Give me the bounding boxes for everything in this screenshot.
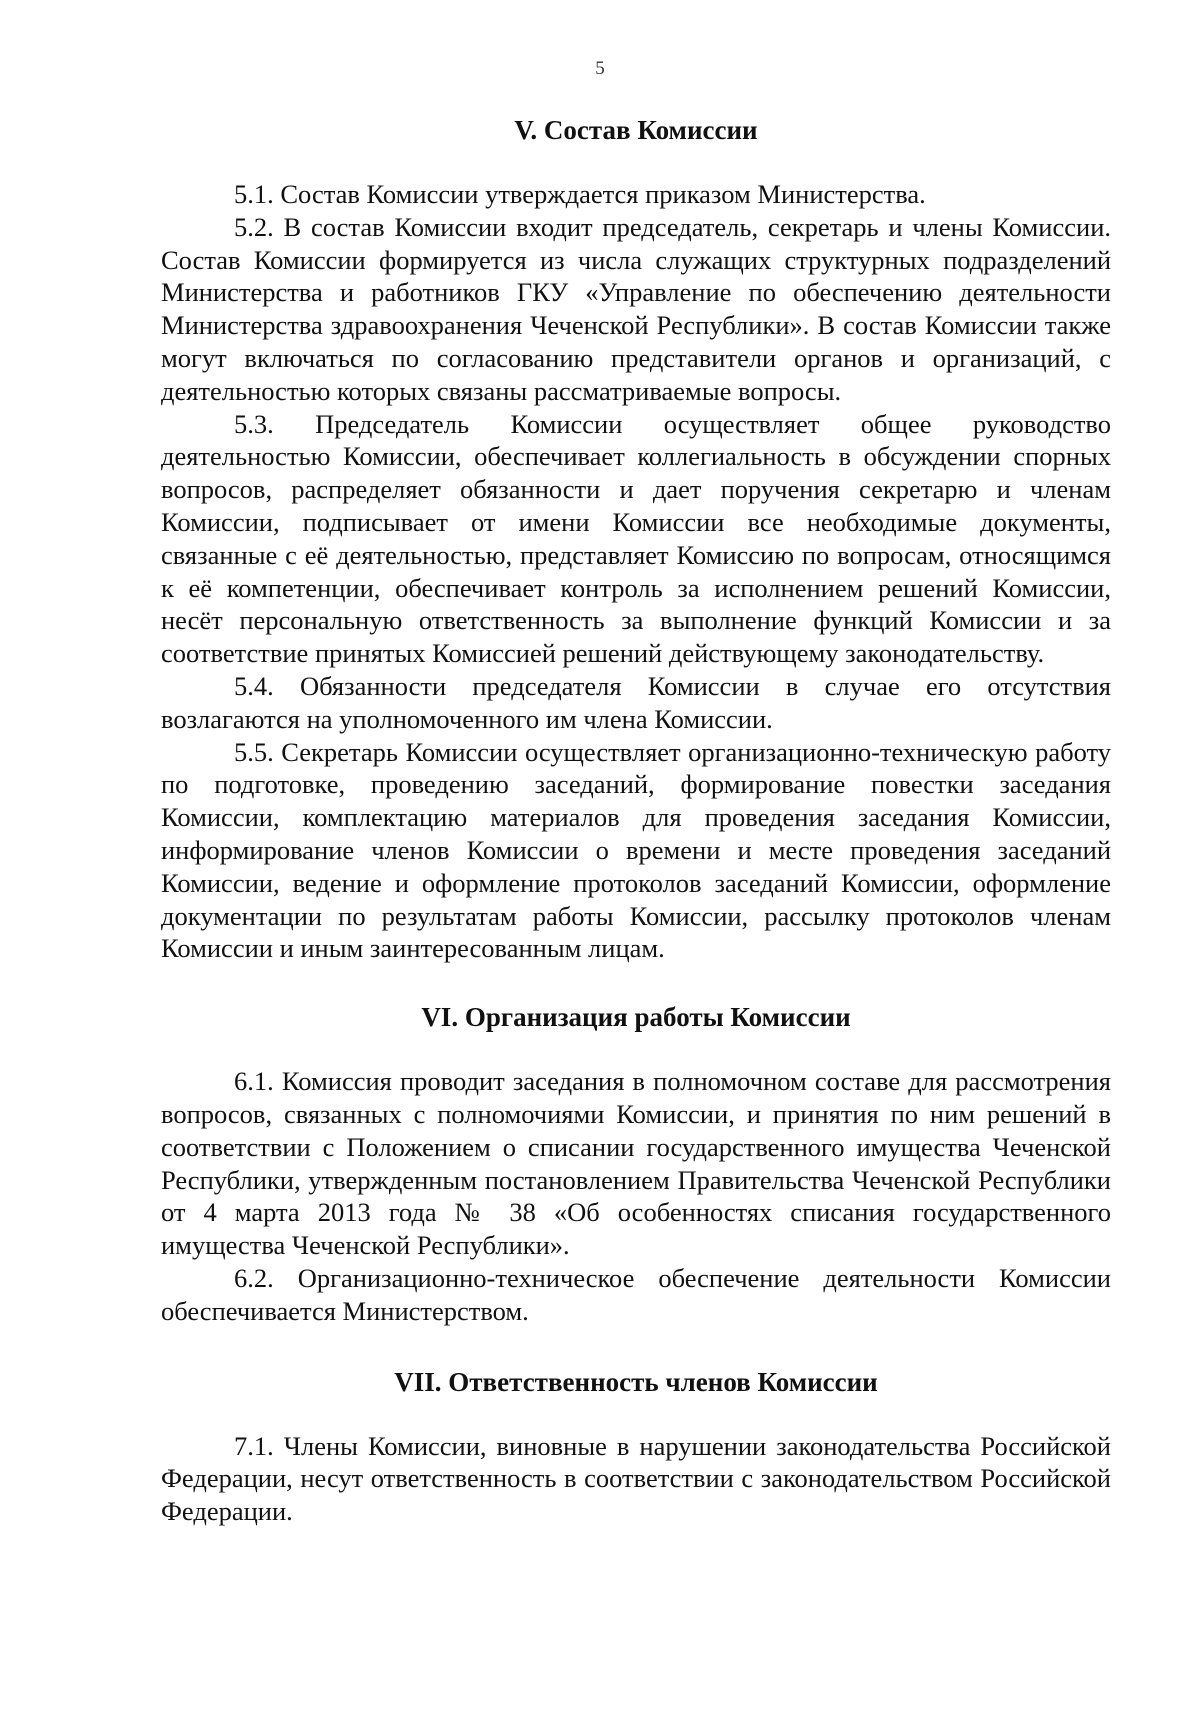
section-heading: VII. Ответственность членов Комиссии	[394, 1366, 878, 1397]
section-5	[161, 114, 1111, 965]
paragraph-5-2: 5.2. В состав Комиссии входит председатель, секретарь и члены Комиссии. Состав Комиссии формируется из числа служащих структурных подразделений Министерства и работников ГКУ «Управление по обеспечению деятельности Министерства здравоохранения Чеченской Республики». В состав Комиссии также могут включаться по согласованию представители органов и организаций, с деятельностью которых связаны рассматриваемые вопросы.	[161, 211, 1111, 406]
section-6	[161, 1001, 1111, 1327]
paragraph-5-5: 5.5. Секретарь Комиссии осуществляет организационно-техническую работу по подготовке, проведению заседаний, формирование повестки заседания Комиссии, комплектацию материалов для проведения заседания Комиссии, информирование членов Комиссии о времени и месте проведения заседаний Комиссии, ведение и оформление протоколов заседаний Комиссии, оформление документации по результатам работы Комиссии, рассылку протоколов членам Комиссии и иным заинтересованным лицам.	[161, 736, 1111, 964]
paragraph-7-1: 7.1. Члены Комиссии, виновные в нарушении законодательства Российской Федерации, несут ответственность в соответствии с законодательством Российской Федерации.	[161, 1430, 1111, 1527]
section-heading: VI. Организация работы Комиссии	[421, 1002, 851, 1033]
paragraph-5-1: 5.1. Состав Комиссии утверждается приказом Министерства.	[234, 179, 926, 209]
paragraph-5-4: 5.4. Обязанности председателя Комиссии в случае его отсутствия возлагаются на уполномоченного им члена Комиссии.	[161, 670, 1111, 734]
paragraph-6-1: 6.1. Комиссия проводит заседания в полномочном составе для рассмотрения вопросов, связанных с полномочиями Комиссии, и принятия по ним решений в соответствии с Положением о списании государственного имущества Чеченской Республики, утвержденным постановлением Правительства Чеченской Республики от 4 марта 2013 года № 38 «Об особенностях списания государственного имущества Чеченской Республики».	[161, 1066, 1111, 1261]
section-7	[161, 1366, 1111, 1528]
paragraph-6-2: 6.2. Организационно-техническое обеспечение деятельности Комиссии обеспечивается Министерством.	[161, 1262, 1111, 1326]
document-body	[161, 106, 1111, 1528]
section-heading: V. Состав Комиссии	[514, 115, 758, 145]
paragraph-5-3: 5.3. Председатель Комиссии осуществляет общее руководство деятельностью Комиссии, обеспечивает коллегиальность в обсуждении спорных вопросов, распределяет обязанности и дает поручения секретарю и членам Комиссии, подписывает от имени Комиссии все необходимые документы, связанные с её деятельностью, представляет Комиссию по вопросам, относящимся к её компетенции, обеспечивает контроль за исполнением решений Комиссии, несёт персональную ответственность за выполнение функций Комиссии и за соответствие принятых Комиссией решений действующему законодательству.	[161, 408, 1111, 669]
page-number: 5	[595, 58, 605, 79]
